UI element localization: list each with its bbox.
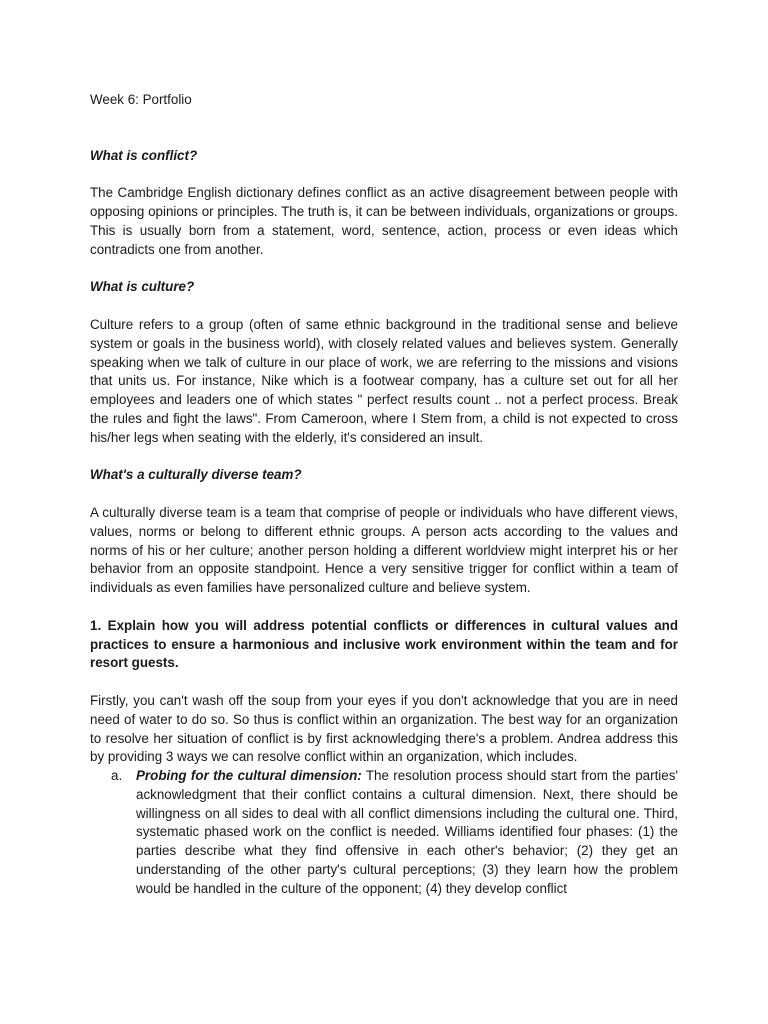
list-marker: a.: [111, 768, 123, 784]
methods-list: [90, 767, 678, 899]
section-diverse-team: [90, 466, 678, 598]
document-body: [90, 91, 678, 899]
list-item: [111, 767, 678, 899]
list-item-term: Probing for the cultural dimension:: [136, 768, 362, 784]
section-paragraph: The Cambridge English dictionary defines conflict as an active disagreement between people with opposing opinions or principles. The truth is, it can be between individuals, organizations or groups. This is usually born from a statement, word, sentence, action, process or even ideas which contradicts one from another.: [90, 185, 678, 257]
section-culture: [90, 278, 678, 447]
list-item-text: The resolution process should start from the parties' acknowledgment that their conflict contains a cultural dimension. Next, there should be willingness on all sides to deal with all conflict dimensions including the cultural one. Third, systematic phased work on the conflict is needed. Williams identified four phases: (1) the parties describe what they find offensive in each other's behavior; (2) they get an understanding of the other party's cultural perceptions; (3) they learn how the problem would be handled in the culture of the opponent; (4) they develop conflict: [136, 768, 678, 896]
document-title: Week 6: Portfolio: [90, 92, 192, 107]
question-heading: 1. Explain how you will address potential conflicts or differences in cultural values and practices to ensure a harmonious and inclusive work environment within the team and for resort guests.: [90, 617, 678, 671]
section-conflict: [90, 147, 678, 260]
section-heading: What is culture?: [90, 279, 195, 295]
section-paragraph: A culturally diverse team is a team that comprise of people or individuals who have different views, values, norms or belong to different ethnic groups. A person acts according to the values and norms of his or her culture; another person holding a different worldview might interpret his or her behavior from an opposite standpoint. Hence a very sensitive trigger for conflict within a team of individuals as even families have personalized culture and believe system.: [90, 504, 678, 596]
answer-intro: Firstly, you can't wash off the soup from your eyes if you don't acknowledge that you are in need need of water to do so. So thus is conflict within an organization. The best way for an organization to resolve her situation of conflict is by first acknowledging there's a problem. Andrea address this by providing 3 ways we can resolve conflict within an organization, which includes.: [90, 692, 678, 765]
section-heading: What's a culturally diverse team?: [90, 467, 302, 483]
section-heading: What is conflict?: [90, 147, 198, 163]
section-paragraph: Culture refers to a group (often of same ethnic background in the traditional sense and believe system or goals in the business world), with closely related values and believes system. Generally speaking when we talk of culture in our place of work, we are referring to the missions and visions that units us. For instance, Nike which is a footwear company, has a culture set out for all her employees and leaders one of which states " perfect results count .. not a perfect process. Break the rules and fight the laws". From Cameroon, where I Stem from, a child is not expected to cross his/her legs when seating with the elderly, it's considered an insult.: [90, 316, 678, 445]
